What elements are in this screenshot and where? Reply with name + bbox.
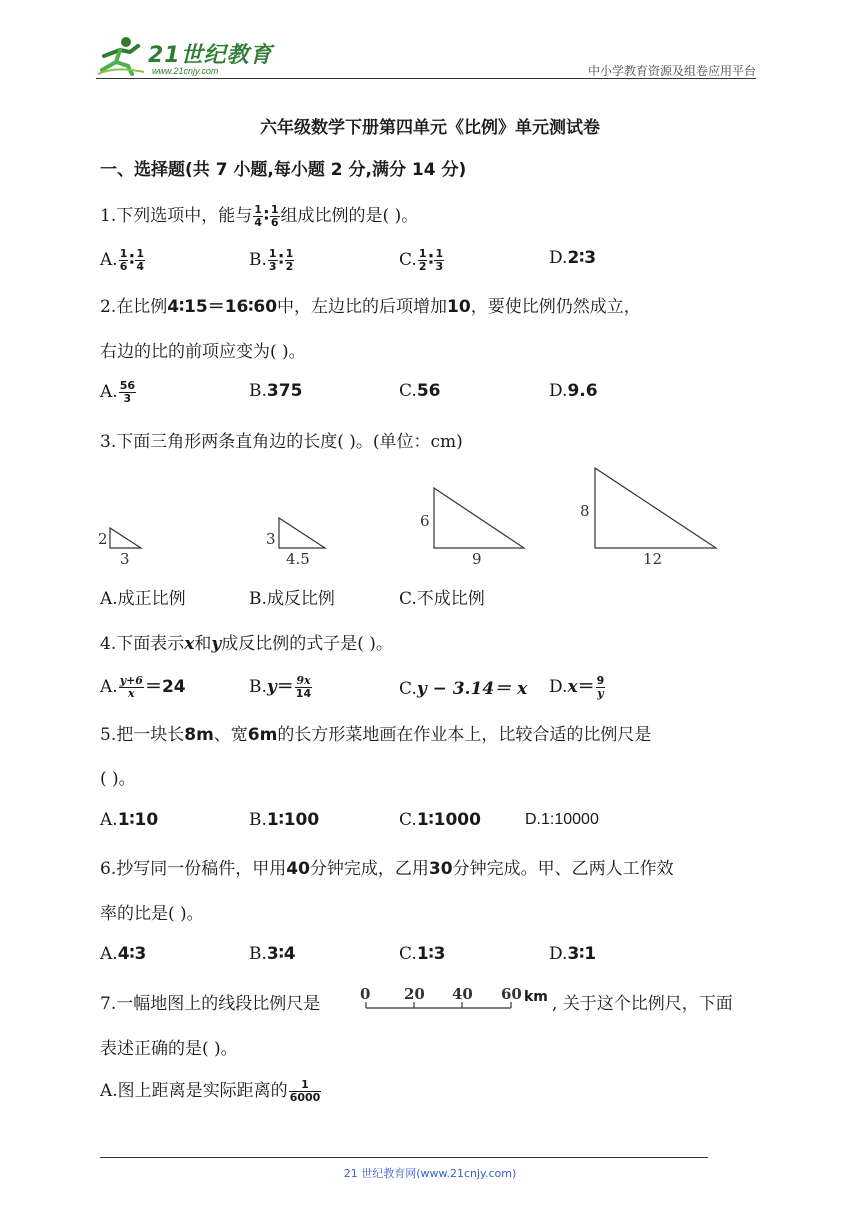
- question-7-line-2: 表述正确的是( )。: [100, 1039, 238, 1059]
- header-divider: [96, 78, 756, 79]
- q5-option-b[interactable]: B.1∶100: [249, 810, 320, 830]
- svg-text:40: 40: [452, 985, 473, 1003]
- q1-option-d[interactable]: D.2∶3: [549, 248, 597, 268]
- svg-text:3: 3: [120, 550, 130, 568]
- q4-option-b[interactable]: B.y＝ $\frac{9x}{14}$: [249, 674, 312, 700]
- question-4: 4.下面表示x和y成反比例的式子是( )。: [100, 634, 393, 654]
- svg-text:4.5: 4.5: [286, 550, 310, 568]
- svg-text:20: 20: [404, 985, 425, 1003]
- question-5-line-1: 5.把一块长8m、宽6m的长方形菜地画在作业本上，比较合适的比例尺是: [100, 725, 652, 745]
- question-6-line-1: 6.抄写同一份稿件，甲用40分钟完成，乙用30分钟完成。甲、乙两人工作效: [100, 859, 674, 879]
- section-heading: 一、选择题(共 7 小题,每小题 2 分,满分 14 分): [100, 160, 467, 180]
- header-platform-text: 中小学教育资源及组卷应用平台: [587, 64, 756, 78]
- q5-option-d[interactable]: D.1:10000: [525, 811, 599, 828]
- q3-option-b[interactable]: B.成反比例: [249, 589, 335, 609]
- q3-option-c[interactable]: C.不成比例: [399, 589, 485, 609]
- svg-text:0: 0: [360, 985, 371, 1003]
- logo-text: 21世纪教育: [148, 43, 273, 68]
- question-7-line-1-pre: 7.一幅地图上的线段比例尺是: [100, 994, 321, 1014]
- svg-text:9: 9: [472, 550, 482, 568]
- triangle-4: [580, 468, 716, 568]
- question-6-line-2: 率的比是( )。: [100, 904, 204, 924]
- question-1: 1.下列选项中，能与 $\frac{1}{4}$ ∶ $\frac{1}{6}$ 组成比例的是( )。: [100, 203, 419, 229]
- q2-option-c[interactable]: C.56: [399, 381, 441, 401]
- question-3: 3.下面三角形两条直角边的长度( )。(单位：cm): [100, 432, 463, 452]
- q7-scale-unit: km: [524, 989, 548, 1005]
- q2-option-a[interactable]: A. $\frac{56}{3}$: [100, 379, 135, 405]
- q5-option-c[interactable]: C.1∶1000: [399, 810, 481, 830]
- svg-text:2: 2: [98, 530, 108, 548]
- question-2-line-1: 2.在比例4∶15＝16∶60中，左边比的后项增加10，要使比例仍然成立，: [100, 297, 641, 317]
- q6-option-c[interactable]: C.1∶3: [399, 944, 446, 964]
- q7-scale-bar: [356, 982, 528, 1016]
- q4-option-d[interactable]: D.x＝ $\frac{9}{y}$: [549, 674, 605, 700]
- svg-text:12: 12: [643, 550, 663, 568]
- triangle-2: [266, 518, 325, 568]
- q2-option-d[interactable]: D.9.6: [549, 381, 598, 401]
- question-2-line-2: 右边的比的前项应变为( )。: [100, 342, 306, 362]
- q1-fraction-2: $\frac{1}{6}$: [270, 203, 279, 229]
- q1-text-post: 组成比例的是( )。: [280, 206, 419, 226]
- footer-divider: [100, 1157, 708, 1158]
- q1-fraction-1: $\frac{1}{4}$: [254, 203, 262, 229]
- q1-option-a[interactable]: A. $\frac{1}{6}$ ∶ $\frac{1}{4}$: [100, 247, 144, 273]
- svg-text:6: 6: [420, 512, 430, 530]
- q6-option-b[interactable]: B.3∶4: [249, 944, 296, 964]
- page-title: 六年级数学下册第四单元《比例》单元测试卷: [260, 118, 600, 138]
- q2-option-b[interactable]: B.375: [249, 381, 303, 401]
- logo-runner-icon: [96, 36, 146, 80]
- triangle-3: [420, 488, 524, 568]
- q4-option-a[interactable]: A. $\frac{y+6}{x}$ ＝24: [100, 674, 186, 700]
- q1-option-c[interactable]: C. $\frac{1}{2}$ ∶ $\frac{1}{3}$: [399, 247, 444, 273]
- triangle-1: [98, 528, 141, 568]
- footer-link[interactable]: 21 世纪教育网(www.21cnjy.com): [343, 1167, 517, 1180]
- q7-option-a[interactable]: A.图上距离是实际距离的 $\frac{1}{6000}$: [100, 1078, 321, 1104]
- svg-text:8: 8: [580, 502, 590, 520]
- q4-option-c[interactable]: C.y − 3.14＝ x: [399, 679, 528, 699]
- q1-text-pre: 1.下列选项中，能与: [100, 206, 253, 226]
- svg-text:60: 60: [501, 985, 522, 1003]
- svg-text:3: 3: [266, 530, 276, 548]
- q6-option-a[interactable]: A.4∶3: [100, 944, 147, 964]
- q3-triangles-figure: [90, 460, 740, 575]
- question-7-line-1-post: , 关于这个比例尺，下面: [552, 994, 733, 1014]
- q3-option-a[interactable]: A.成正比例: [100, 589, 186, 609]
- q5-option-a[interactable]: A.1∶10: [100, 810, 159, 830]
- q6-option-d[interactable]: D.3∶1: [549, 944, 597, 964]
- question-5-line-2: ( )。: [100, 769, 136, 789]
- logo-url: www.21cnjy.com: [152, 66, 219, 76]
- q1-option-b[interactable]: B. $\frac{1}{3}$ ∶ $\frac{1}{2}$: [249, 247, 294, 273]
